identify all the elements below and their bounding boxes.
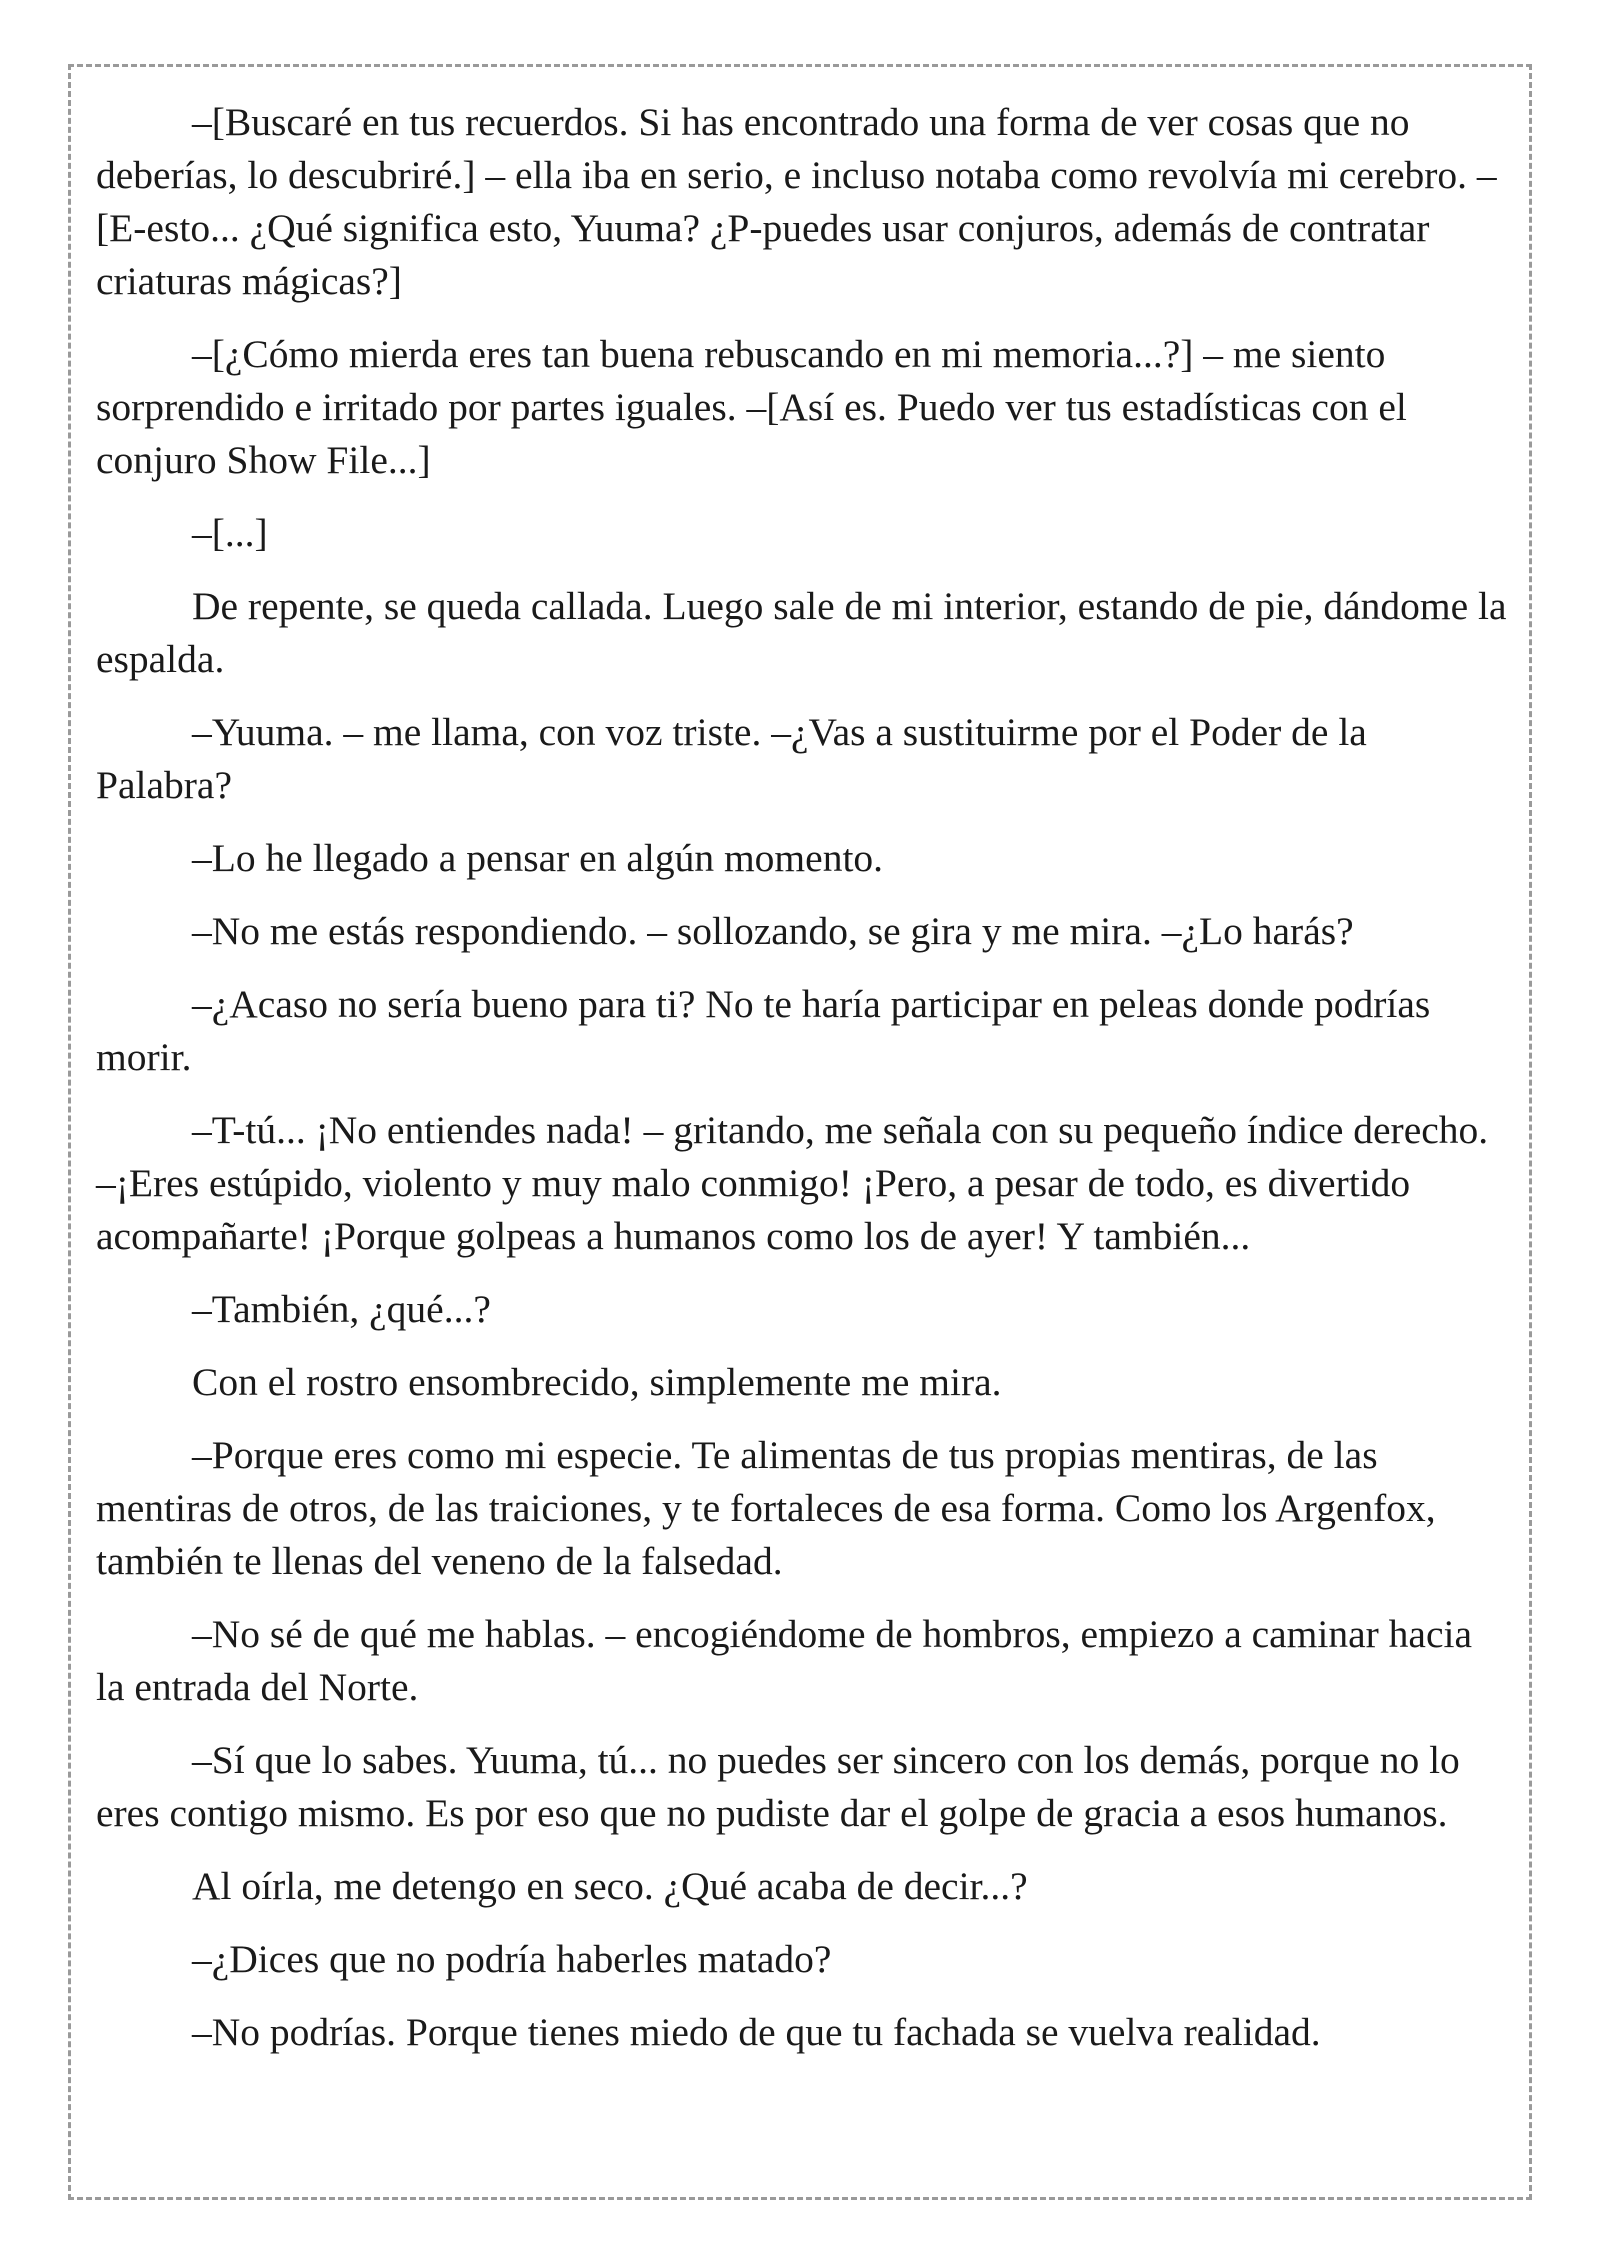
paragraph: Al oírla, me detengo en seco. ¿Qué acaba de decir...? <box>192 1864 1028 1908</box>
paragraph: –No podrías. Porque tienes miedo de que tu fachada se vuelva realidad. <box>192 2010 1321 2054</box>
page-text <box>96 96 1508 2079</box>
paragraph: –[Buscaré en tus recuerdos. Si has encontrado una forma de ver cosas que no deberías, lo descubriré.] – ella iba en serio, e incluso notaba como revolvía mi cerebro. –[E-esto... ¿Qué significa esto, Yuuma? ¿P-puedes usar conjuros, además de contratar criaturas mágicas?] <box>96 100 1497 303</box>
paragraph: –¿Dices que no podría haberles matado? <box>192 1937 832 1981</box>
paragraph: –Yuuma. – me llama, con voz triste. –¿Vas a sustituirme por el Poder de la Palabra? <box>96 710 1367 807</box>
paragraph: –No sé de qué me hablas. – encogiéndome de hombros, empiezo a caminar hacia la entrada del Norte. <box>96 1612 1472 1709</box>
paragraph: –Sí que lo sabes. Yuuma, tú... no puedes ser sincero con los demás, porque no lo eres contigo mismo. Es por eso que no pudiste dar el golpe de gracia a esos humanos. <box>96 1738 1460 1835</box>
paragraph: –T-tú... ¡No entiendes nada! – gritando, me señala con su pequeño índice derecho. –¡Eres estúpido, violento y muy malo conmigo! ¡Pero, a pesar de todo, es divertido acompañarte! ¡Porque golpeas a humanos como los de ayer! Y también... <box>96 1108 1489 1258</box>
paragraph: –No me estás respondiendo. – sollozando, se gira y me mira. –¿Lo harás? <box>192 909 1354 953</box>
paragraph: Con el rostro ensombrecido, simplemente me mira. <box>192 1360 1002 1404</box>
paragraph: –Lo he llegado a pensar en algún momento. <box>192 836 884 880</box>
paragraph: De repente, se queda callada. Luego sale de mi interior, estando de pie, dándome la espalda. <box>96 584 1507 681</box>
paragraph: –También, ¿qué...? <box>192 1287 491 1331</box>
paragraph: –[¿Cómo mierda eres tan buena rebuscando en mi memoria...?] – me siento sorprendido e irritado por partes iguales. –[Así es. Puedo ver tus estadísticas con el conjuro Show File...] <box>96 332 1407 482</box>
paragraph: –Porque eres como mi especie. Te alimentas de tus propias mentiras, de las mentiras de otros, de las traiciones, y te fortaleces de esa forma. Como los Argenfox, también te llenas del veneno de la falsedad. <box>96 1433 1436 1583</box>
paragraph: –[...] <box>192 511 268 555</box>
paragraph: –¿Acaso no sería bueno para ti? No te haría participar en peleas donde podrías morir. <box>96 982 1431 1079</box>
